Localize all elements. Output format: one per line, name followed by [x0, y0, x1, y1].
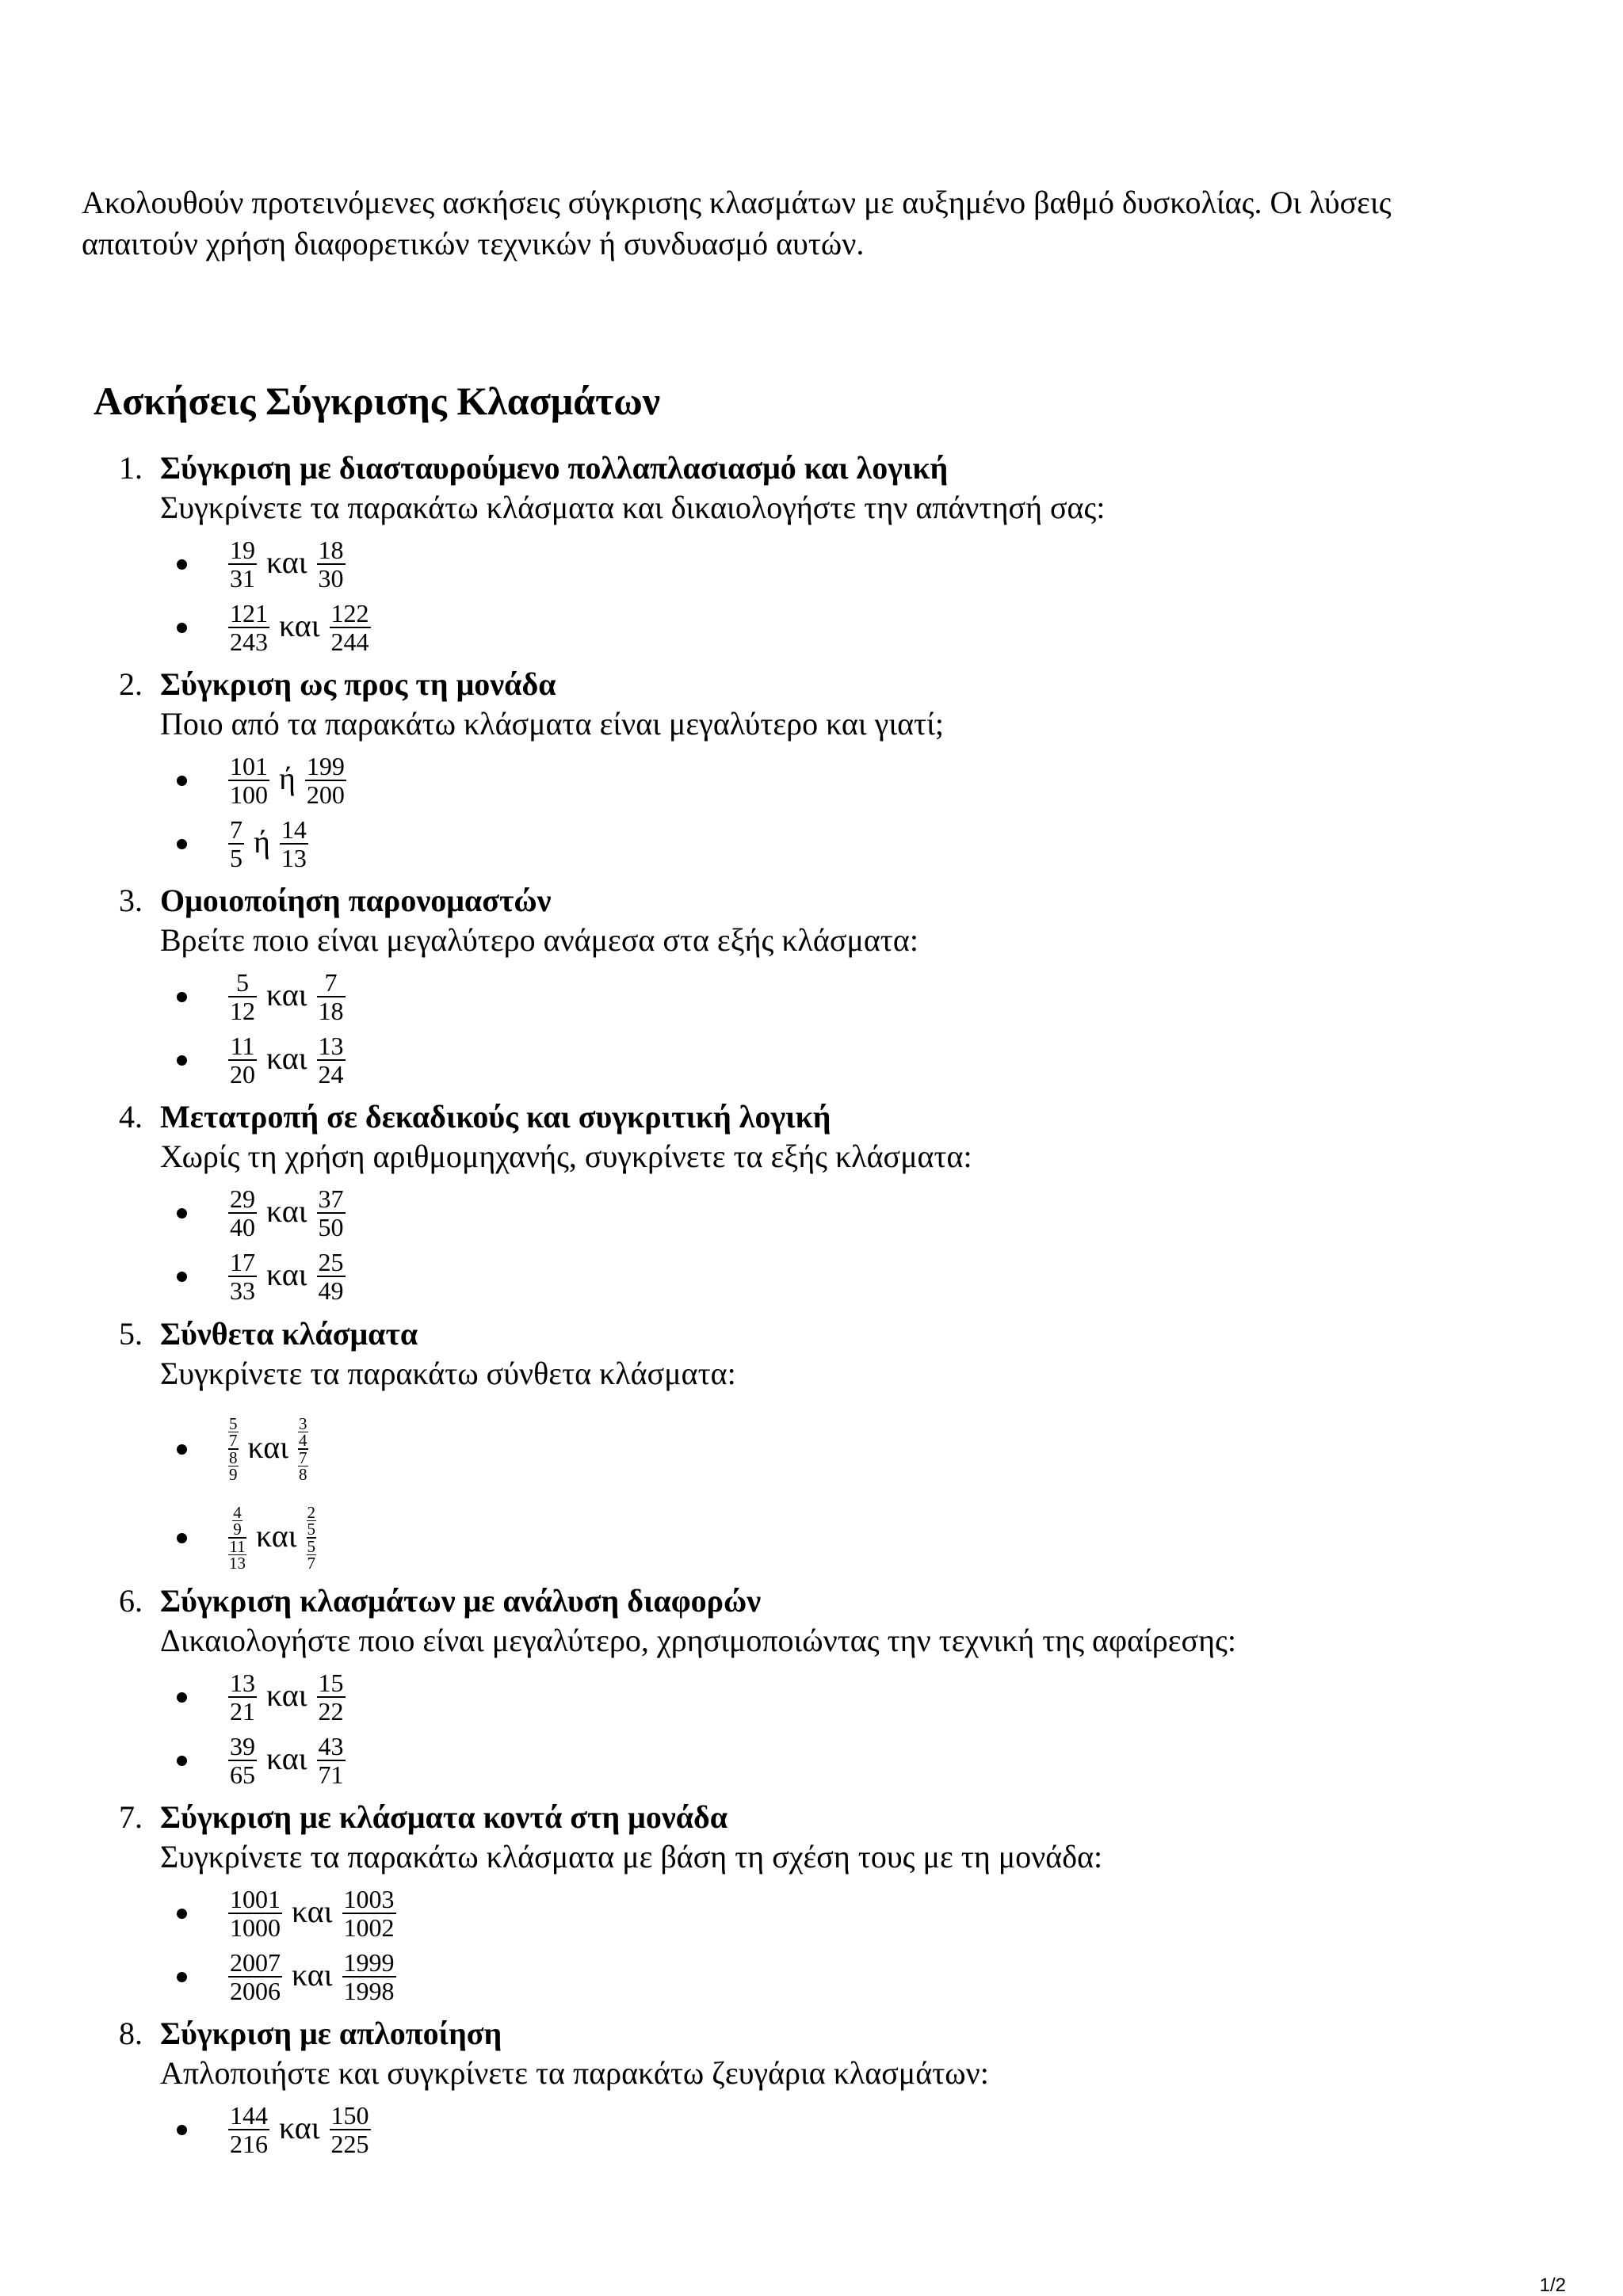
fraction	[228, 969, 257, 1024]
page-title: Ασκήσεις Σύγκρισης Κλασμάτων	[94, 379, 661, 423]
bullet-icon	[177, 1444, 187, 1455]
fraction	[228, 1249, 257, 1304]
connector-word: και	[266, 1256, 307, 1292]
fraction-pair	[0, 1245, 792, 1308]
denominator: 22	[318, 1697, 344, 1726]
numerator: 144	[230, 2101, 268, 2130]
connector-word: και	[247, 1428, 289, 1465]
fraction	[317, 969, 346, 1024]
denominator: 71	[318, 1760, 344, 1789]
numerator: 39	[230, 1732, 255, 1760]
denominator: 18	[318, 997, 344, 1025]
exercise-title: Σύνθετα κλάσματα	[160, 1316, 418, 1352]
numerator: 121	[230, 599, 268, 627]
connector-word: και	[266, 1192, 307, 1229]
numerator: 5	[236, 968, 249, 997]
numerator: 5	[307, 1537, 316, 1556]
fraction	[342, 1886, 396, 1941]
fraction	[228, 1032, 257, 1088]
exercise-prompt: Συγκρίνετε τα παρακάτω κλάσματα με βάση τη σχέση τους με τη μονάδα:	[160, 1839, 1103, 1875]
exercise-prompt: Απλοποιήστε και συγκρίνετε τα παρακάτω ζευγάρια κλασμάτων:	[160, 2055, 989, 2091]
connector-word: και	[279, 2109, 320, 2145]
bullet-icon	[177, 559, 187, 570]
numerator: 17	[230, 1248, 255, 1276]
denominator: 31	[230, 564, 255, 593]
upper-fraction	[232, 1505, 242, 1537]
connector-word: και	[279, 607, 320, 643]
bullet-icon	[177, 623, 187, 633]
exercise-title: Σύγκριση με απλοποίηση	[160, 2016, 502, 2051]
exercise-prompt: Ποιο από τα παρακάτω κλάσματα είναι μεγαλύτερο και γιατί;	[160, 706, 944, 742]
denominator: 216	[230, 2130, 268, 2158]
denominator: 13	[281, 844, 307, 872]
fraction-pair	[0, 1665, 792, 1729]
denominator: 5	[230, 844, 242, 872]
numerator: 29	[230, 1184, 255, 1213]
connector-word: και	[266, 1039, 307, 1076]
numerator: 7	[324, 968, 338, 997]
exercise-title: Σύγκριση ως προς τη μονάδα	[160, 666, 556, 702]
fraction-pair	[0, 1405, 792, 1493]
bullet-icon	[177, 1909, 187, 1919]
fraction	[228, 2102, 269, 2157]
upper-fraction	[298, 1416, 308, 1448]
denominator: 1998	[343, 1977, 395, 2005]
numerator: 11	[230, 1032, 255, 1060]
bullet-icon	[177, 1272, 187, 1282]
numerator: 43	[318, 1732, 344, 1760]
exercise-number: 2.	[119, 666, 143, 702]
fraction-pair	[0, 1494, 792, 1581]
lower-fraction	[228, 1537, 246, 1571]
denominator: 200	[306, 780, 345, 809]
connector-word: και	[266, 1676, 307, 1713]
complex-fraction	[307, 1505, 317, 1571]
exercise-number: 4.	[119, 1099, 143, 1135]
intro-paragraph: Ακολουθούν προτεινόμενες ασκήσεις σύγκρισης κλασμάτων με αυξημένο βαθμό δυσκολίας. Οι λύσεις απαιτούν χρήση διαφορετικών τεχνικών ή συνδυασμό αυτών.	[82, 185, 1392, 261]
fraction-pair	[0, 965, 792, 1028]
fraction	[330, 2102, 371, 2157]
connector-word: και	[266, 543, 307, 580]
numerator: 122	[330, 599, 369, 627]
bullet-icon	[177, 992, 187, 1002]
denominator: 9	[229, 1465, 238, 1484]
fraction	[228, 1669, 257, 1725]
page-number: 1/2	[1539, 2275, 1566, 2296]
exercise-title: Μετατροπή σε δεκαδικούς και συγκριτική λογική	[160, 1099, 831, 1135]
bullet-icon	[177, 1972, 187, 1982]
fraction	[317, 1733, 346, 1788]
lower-fraction	[298, 1448, 308, 1482]
denominator: 243	[230, 627, 268, 656]
exercise-prompt: Συγκρίνετε τα παρακάτω κλάσματα και δικαιολογήστε την απάντησή σας:	[160, 490, 1106, 525]
bullet-icon	[177, 1055, 187, 1066]
complex-fraction	[228, 1505, 246, 1571]
fraction	[228, 536, 257, 592]
fraction-pair	[0, 2098, 792, 2161]
numerator: 4	[233, 1503, 242, 1522]
numerator: 7	[299, 1448, 307, 1467]
numerator: 7	[230, 815, 242, 844]
numerator: 18	[318, 536, 344, 564]
fraction	[228, 1949, 282, 2004]
denominator: 21	[230, 1697, 255, 1726]
numerator: 11	[229, 1537, 246, 1556]
bullet-icon	[177, 2125, 187, 2135]
exercise-title: Ομοιοποίηση παρονομαστών	[160, 883, 552, 918]
fraction-pair	[0, 1945, 792, 2008]
numerator: 5	[229, 1414, 238, 1433]
fraction-pair	[0, 532, 792, 596]
bullet-icon	[177, 776, 187, 786]
upper-fraction	[228, 1416, 239, 1448]
upper-fraction	[307, 1505, 317, 1537]
bullet-icon	[177, 1533, 187, 1543]
denominator: 5	[307, 1520, 316, 1539]
fraction	[317, 536, 346, 592]
exercise-title: Σύγκριση με κλάσματα κοντά στη μονάδα	[160, 1799, 728, 1835]
numerator: 3	[299, 1414, 307, 1433]
bullet-icon	[177, 1692, 187, 1703]
denominator: 7	[229, 1431, 238, 1450]
exercise-prompt: Βρείτε ποιο είναι μεγαλύτερο ανάμεσα στα εξής κλάσματα:	[160, 922, 918, 958]
fraction	[228, 600, 269, 655]
connector-word: ή	[279, 760, 296, 796]
exercise-number: 8.	[119, 2016, 143, 2051]
numerator: 13	[230, 1669, 255, 1697]
fraction	[280, 816, 308, 871]
connector-word: και	[292, 1893, 333, 1929]
denominator: 244	[330, 627, 369, 656]
fraction	[228, 1185, 257, 1241]
fraction	[317, 1249, 346, 1304]
connector-word: και	[292, 1956, 333, 1993]
denominator: 4	[299, 1431, 307, 1450]
numerator: 199	[306, 752, 345, 780]
numerator: 13	[318, 1032, 344, 1060]
denominator: 1002	[343, 1913, 395, 1942]
denominator: 225	[330, 2130, 369, 2158]
denominator: 2006	[230, 1977, 281, 2005]
denominator: 24	[318, 1060, 344, 1089]
denominator: 1000	[230, 1913, 281, 1942]
exercise-number: 1.	[119, 450, 143, 486]
fraction	[330, 600, 371, 655]
exercise-number: 3.	[119, 883, 143, 918]
numerator: 1003	[343, 1885, 395, 1913]
fraction	[228, 816, 244, 871]
fraction-pair	[0, 596, 792, 659]
fraction-pair	[0, 1729, 792, 1792]
bullet-icon	[177, 839, 187, 849]
complex-fraction	[228, 1416, 239, 1482]
denominator: 65	[230, 1760, 255, 1789]
denominator: 20	[230, 1060, 255, 1089]
numerator: 37	[318, 1184, 344, 1213]
bullet-icon	[177, 1208, 187, 1219]
numerator: 2	[307, 1503, 316, 1522]
numerator: 8	[229, 1448, 238, 1467]
denominator: 7	[307, 1554, 316, 1573]
connector-word: ή	[254, 823, 270, 860]
fraction	[317, 1669, 346, 1725]
exercise-number: 7.	[119, 1799, 143, 1835]
exercise-prompt: Δικαιολογήστε ποιο είναι μεγαλύτερο, χρησιμοποιώντας την τεχνική της αφαίρεσης:	[160, 1623, 1236, 1658]
denominator: 40	[230, 1213, 255, 1241]
connector-word: και	[266, 1740, 307, 1776]
fraction-pair	[0, 1181, 792, 1245]
exercise-prompt: Συγκρίνετε τα παρακάτω σύνθετα κλάσματα:	[160, 1356, 736, 1391]
lower-fraction	[228, 1448, 239, 1482]
numerator: 1001	[230, 1885, 281, 1913]
fraction-pair	[0, 1882, 792, 1945]
exercise-number: 6.	[119, 1583, 143, 1619]
fraction	[228, 753, 269, 808]
numerator: 150	[330, 2101, 369, 2130]
fraction	[228, 1886, 282, 1941]
exercise-title: Σύγκριση με διασταυρούμενο πολλαπλασιασμό και λογική	[160, 450, 949, 486]
fraction-pair	[0, 749, 792, 812]
denominator: 100	[230, 780, 268, 809]
denominator: 30	[318, 564, 344, 593]
numerator: 15	[318, 1669, 344, 1697]
fraction	[305, 753, 346, 808]
exercise-number: 5.	[119, 1316, 143, 1352]
fraction	[317, 1032, 346, 1088]
denominator: 33	[230, 1276, 255, 1305]
complex-fraction	[298, 1416, 308, 1482]
denominator: 9	[233, 1520, 242, 1539]
lower-fraction	[307, 1537, 317, 1571]
denominator: 49	[318, 1276, 344, 1305]
connector-word: και	[256, 1517, 297, 1554]
numerator: 1999	[343, 1948, 395, 1977]
denominator: 8	[299, 1465, 307, 1484]
fraction	[317, 1185, 346, 1241]
fraction	[228, 1733, 257, 1788]
fraction	[342, 1949, 396, 2004]
denominator: 12	[230, 997, 255, 1025]
exercise-title: Σύγκριση κλασμάτων με ανάλυση διαφορών	[160, 1583, 762, 1619]
numerator: 14	[281, 815, 307, 844]
numerator: 101	[230, 752, 268, 780]
fraction-pair	[0, 1028, 792, 1092]
numerator: 25	[318, 1248, 344, 1276]
denominator: 13	[229, 1554, 246, 1573]
bullet-icon	[177, 1756, 187, 1766]
numerator: 2007	[230, 1948, 281, 1977]
denominator: 50	[318, 1213, 344, 1241]
fraction-pair	[0, 812, 792, 875]
exercise-prompt: Χωρίς τη χρήση αριθμομηχανής, συγκρίνετε τα εξής κλάσματα:	[160, 1138, 972, 1174]
connector-word: και	[266, 976, 307, 1013]
numerator: 19	[230, 536, 255, 564]
